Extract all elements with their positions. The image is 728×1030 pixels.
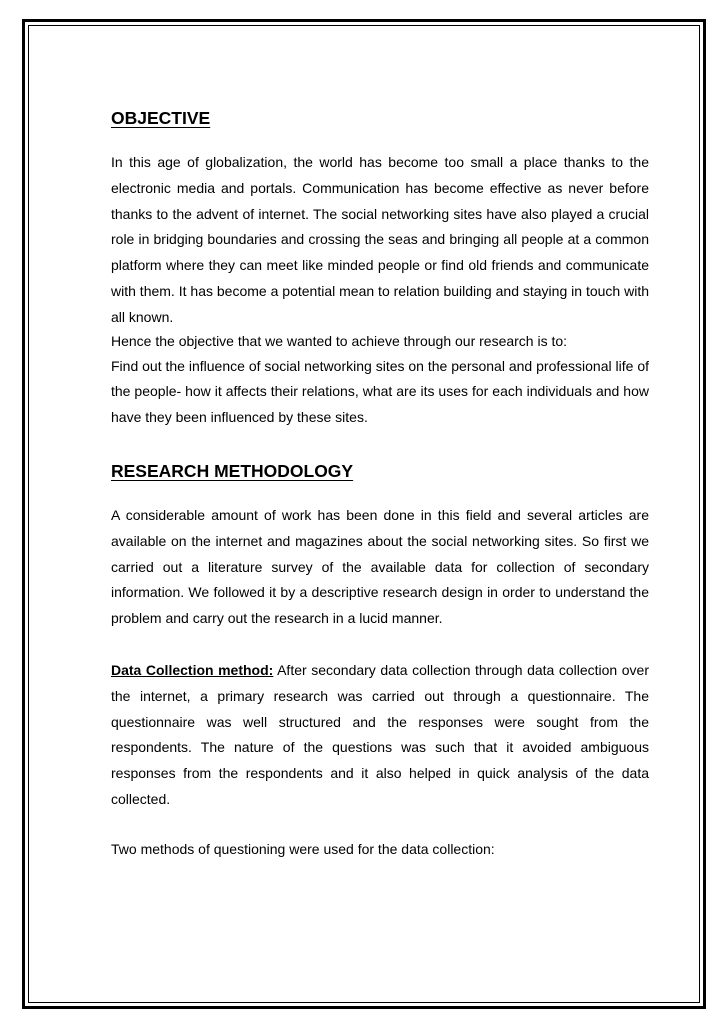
objective-intro-line: Hence the objective that we wanted to achieve through our research is to: — [111, 332, 568, 349]
objective-paragraph: In this age of globalization, the world has become too small a place thanks to the electronic media and portals. Communication has become effective as never before thanks to the advent of internet. The social networking sites have also played a crucial role in bridging boundaries and crossing the seas and bringing all people at a common platform where they can meet like minded people or find old friends and communicate with them. It has become a potential mean to relation building and staying in touch with all known. — [111, 154, 649, 325]
objective-heading: OBJECTIVE — [111, 108, 211, 128]
methodology-paragraph: A considerable amount of work has been done in this field and several articles are available on the internet and magazines about the social networking sites. So first we carried out a literature survey of the available data for collection of secondary information. We followed it by a descriptive research design in order to understand the problem and carry out the research in a lucid manner. — [111, 506, 649, 627]
data-collection-text: After secondary data collection through data collection over the internet, a primary research was carried out through a questionnaire. The questionnaire was well structured and the responses were sought from the respondents. The nature of the questions was such that it avoided ambiguous responses from the respondents and it also helped in quick analysis of the data collected. — [111, 661, 649, 807]
methodology-heading: RESEARCH METHODOLOGY — [111, 460, 354, 481]
objective-goal: Find out the influence of social networking sites on the personal and professional life of the people- how it affects their relations, what are its uses for each individuals and how have they been influenced by these sites. — [111, 357, 649, 426]
data-collection-paragraph — [111, 658, 649, 813]
document-content — [111, 104, 649, 863]
data-collection-label: Data Collection method: — [111, 661, 274, 678]
methods-line: Two methods of questioning were used for the data collection: — [111, 840, 495, 857]
